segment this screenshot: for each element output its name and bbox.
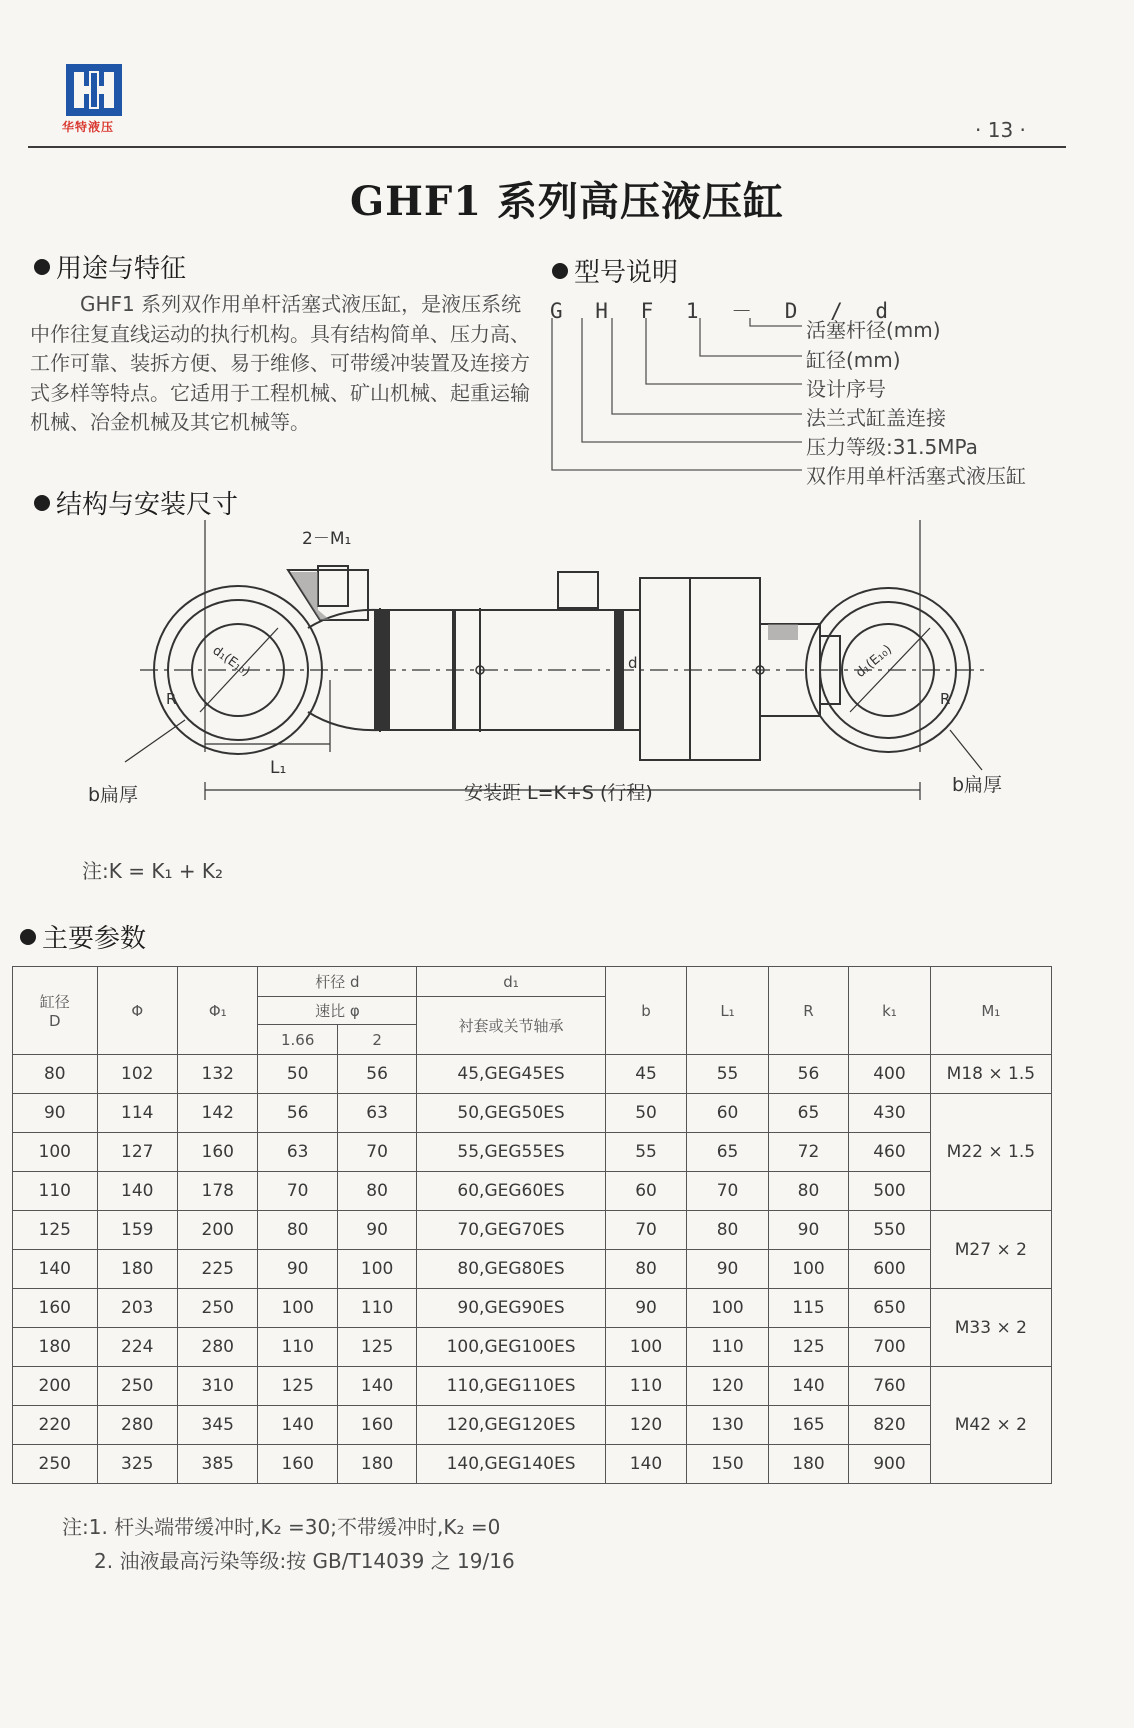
table-cell: 160 [13,1289,98,1328]
table-cell: 203 [97,1289,177,1328]
header-b: b [605,967,686,1055]
table-cell: 60,GEG60ES [417,1172,605,1211]
table-cell: 80 [258,1211,337,1250]
table-cell: 140,GEG140ES [417,1445,605,1484]
table-cell: 650 [849,1289,930,1328]
page-number: · 13 · [975,118,1026,142]
table-cell: 160 [337,1406,416,1445]
model-heading [552,252,678,289]
table-cell: 55 [605,1133,686,1172]
model-label-rod: 活塞杆径(mm) [806,318,941,342]
table-row [13,1250,1052,1289]
table-row [13,1445,1052,1484]
header-phi1: Φ₁ [178,967,258,1055]
table-cell: 140 [97,1172,177,1211]
table-cell: 125 [768,1328,848,1367]
table-cell: 90 [605,1289,686,1328]
header-rod: 杆径 d [258,967,417,997]
bullet-icon [20,929,36,945]
table-cell: 60 [605,1172,686,1211]
table-cell: 45,GEG45ES [417,1055,605,1094]
model-label-design: 设计序号 [806,377,886,401]
header-l1: L₁ [687,967,768,1055]
table-cell: 430 [849,1094,930,1133]
table-cell: 110,GEG110ES [417,1367,605,1406]
table-cell: 178 [178,1172,258,1211]
table-cell: 100 [13,1133,98,1172]
m1-cell: M27 × 2 [930,1211,1051,1289]
header-r: R [768,967,848,1055]
table-cell: 90 [258,1250,337,1289]
table-row [13,1211,1052,1250]
table-cell: 72 [768,1133,848,1172]
params-table-body [13,1055,1052,1484]
table-cell: 60 [687,1094,768,1133]
install-distance-label: 安装距 L=K+S (行程) [464,782,653,804]
table-cell: 56 [337,1055,416,1094]
table-row [13,1328,1052,1367]
table-cell: 140 [605,1445,686,1484]
table-cell: 760 [849,1367,930,1406]
company-logo [66,64,122,116]
bullet-icon [552,263,568,279]
table-cell: 65 [768,1094,848,1133]
table-cell: 250 [97,1367,177,1406]
table-cell: 180 [337,1445,416,1484]
usage-heading-text: 用途与特征 [56,254,187,284]
model-label-bore: 缸径(mm) [806,348,901,372]
table-cell: 90 [337,1211,416,1250]
r-left-label: R [166,690,177,708]
brand-name: 华特液压 [62,120,115,134]
table-cell: 70 [605,1211,686,1250]
table-row [13,1094,1052,1133]
table-cell: 114 [97,1094,177,1133]
table-cell: 56 [258,1094,337,1133]
header-bore: 缸径 D [13,967,98,1055]
m1-cell: M22 × 1.5 [930,1094,1051,1211]
table-cell: 160 [258,1445,337,1484]
model-label-pressure: 压力等级:31.5MPa [806,435,978,459]
table-cell: 110 [337,1289,416,1328]
table-cell: 80 [605,1250,686,1289]
table-cell: 200 [178,1211,258,1250]
table-row [13,1289,1052,1328]
table-cell: 125 [258,1367,337,1406]
table-cell: 55,GEG55ES [417,1133,605,1172]
table-cell: 224 [97,1328,177,1367]
table-cell: 310 [178,1367,258,1406]
header-rule [28,146,1066,148]
table-cell: 70 [258,1172,337,1211]
structure-heading-text: 结构与安装尺寸 [56,490,239,520]
table-cell: 70 [687,1172,768,1211]
footnotes [62,1510,515,1578]
table-cell: 180 [768,1445,848,1484]
b-right-label: b扁厚 [952,774,1003,796]
header-ratio: 速比 φ [258,997,417,1025]
m1-cell: M33 × 2 [930,1289,1051,1367]
table-cell: 50,GEG50ES [417,1094,605,1133]
r-right-label: R [940,690,951,708]
table-cell: 180 [13,1328,98,1367]
table-cell: 100 [337,1250,416,1289]
footnote-1: 注:1. 杆头端带缓冲时,K₂ =30;不带缓冲时,K₂ =0 [62,1515,501,1539]
d1-right-label: d₁(E₁₀) [853,642,896,681]
table-cell: 820 [849,1406,930,1445]
footnote-2: 2. 油液最高污染等级:按 GB/T14039 之 19/16 [94,1549,515,1573]
model-leader-lines [540,318,820,480]
table-cell: 225 [178,1250,258,1289]
table-cell: 127 [97,1133,177,1172]
table-cell: 500 [849,1172,930,1211]
table-cell: 56 [768,1055,848,1094]
structure-heading [34,484,238,521]
table-cell: 100,GEG100ES [417,1328,605,1367]
usage-heading [34,248,186,285]
table-cell: 325 [97,1445,177,1484]
table-cell: 220 [13,1406,98,1445]
table-cell: 460 [849,1133,930,1172]
table-cell: 250 [13,1445,98,1484]
table-cell: 400 [849,1055,930,1094]
table-cell: 80,GEG80ES [417,1250,605,1289]
table-cell: 900 [849,1445,930,1484]
table-cell: 80 [687,1211,768,1250]
model-code: G H F 1 － D / d [550,299,899,323]
table-cell: 140 [768,1367,848,1406]
table-cell: 130 [687,1406,768,1445]
table-cell: 280 [178,1328,258,1367]
header-d1: d₁ [417,967,605,997]
table-cell: 110 [605,1367,686,1406]
table-cell: 63 [337,1094,416,1133]
table-cell: 102 [97,1055,177,1094]
table-cell: 90 [13,1094,98,1133]
table-cell: 160 [178,1133,258,1172]
table-cell: 142 [178,1094,258,1133]
table-cell: 120 [605,1406,686,1445]
model-label-type: 双作用单杆活塞式液压缸 [806,464,1026,488]
table-cell: 700 [849,1328,930,1367]
table-cell: 65 [687,1133,768,1172]
table-cell: 100 [768,1250,848,1289]
header-ratio-2: 2 [337,1025,416,1055]
table-cell: 150 [687,1445,768,1484]
m1-cell: M18 × 1.5 [930,1055,1051,1094]
table-cell: 80 [768,1172,848,1211]
table-cell: 132 [178,1055,258,1094]
table-row [13,1172,1052,1211]
d1-left-label: d₁(E₁₀) [209,643,253,680]
table-cell: 63 [258,1133,337,1172]
table-cell: 345 [178,1406,258,1445]
table-cell: 550 [849,1211,930,1250]
table-cell: 140 [13,1250,98,1289]
l1-label: L₁ [270,758,287,778]
table-cell: 50 [605,1094,686,1133]
usage-paragraph: GHF1 系列双作用单杆活塞式液压缸，是液压系统中作往复直线运动的执行机构。具有结构简单、压力高、工作可靠、装拆方便、易于维修、可带缓冲装置及连接方式多样等特点。它适用于工程机械、矿山机械、起重运输机械、冶金机械及其它机械等。 [30,292,530,434]
table-cell: 115 [768,1289,848,1328]
header-k1: k₁ [849,967,930,1055]
table-cell: 50 [258,1055,337,1094]
table-cell: 110 [258,1328,337,1367]
table-cell: 110 [687,1328,768,1367]
table-cell: 100 [605,1328,686,1367]
header-m1: M₁ [930,967,1051,1055]
m1-cell: M42 × 2 [930,1367,1051,1484]
table-cell: 280 [97,1406,177,1445]
model-label-flange: 法兰式缸盖连接 [806,406,946,430]
table-cell: 70 [337,1133,416,1172]
bullet-icon [34,495,50,511]
table-cell: 100 [258,1289,337,1328]
page-title: GHF1 系列高压液压缸 [349,178,785,225]
header-ratio-166: 1.66 [258,1025,337,1055]
table-cell: 180 [97,1250,177,1289]
table-cell: 250 [178,1289,258,1328]
header-phi: Φ [97,967,177,1055]
table-cell: 120 [687,1367,768,1406]
table-cell: 110 [13,1172,98,1211]
table-cell: 55 [687,1055,768,1094]
table-cell: 120,GEG120ES [417,1406,605,1445]
table-cell: 70,GEG70ES [417,1211,605,1250]
table-cell: 165 [768,1406,848,1445]
table-cell: 100 [687,1289,768,1328]
rod-d-label: d [628,654,638,672]
table-cell: 159 [97,1211,177,1250]
table-cell: 140 [337,1367,416,1406]
structure-note: 注:K = K₁ + K₂ [82,859,224,883]
model-heading-text: 型号说明 [574,258,679,288]
table-cell: 80 [13,1055,98,1094]
table-row [13,1055,1052,1094]
b-left-label: b扁厚 [88,784,139,806]
table-row [13,1367,1052,1406]
table-cell: 90,GEG90ES [417,1289,605,1328]
table-cell: 125 [337,1328,416,1367]
bullet-icon [34,259,50,275]
table-cell: 140 [258,1406,337,1445]
params-table [12,966,1052,1484]
params-heading-text: 主要参数 [42,924,147,954]
table-row [13,1133,1052,1172]
table-cell: 80 [337,1172,416,1211]
table-cell: 90 [687,1250,768,1289]
table-cell: 385 [178,1445,258,1484]
header-bearing: 衬套或关节轴承 [417,997,605,1055]
params-heading [20,918,146,955]
table-cell: 90 [768,1211,848,1250]
table-row [13,1406,1052,1445]
table-cell: 125 [13,1211,98,1250]
table-cell: 200 [13,1367,98,1406]
table-cell: 45 [605,1055,686,1094]
m1-label: 2－M₁ [302,529,352,549]
table-cell: 600 [849,1250,930,1289]
